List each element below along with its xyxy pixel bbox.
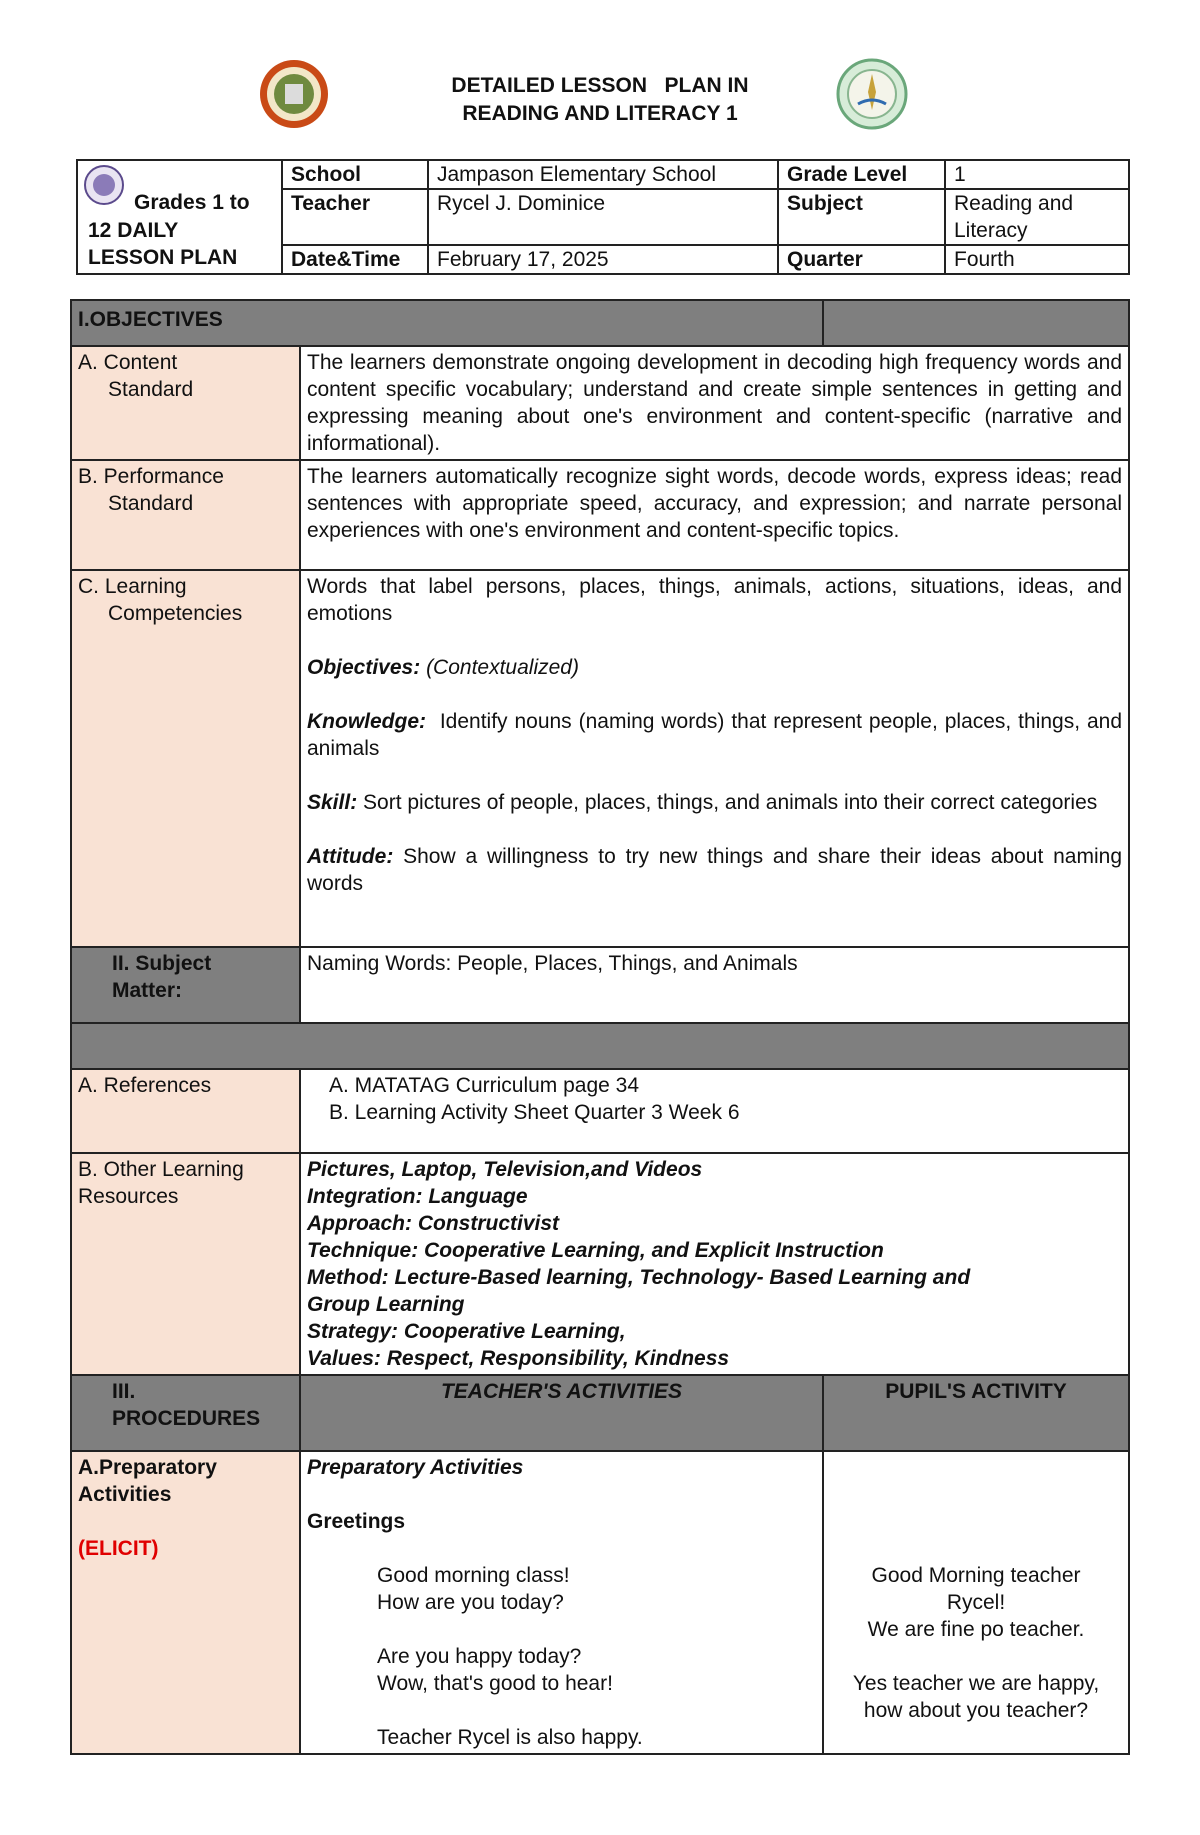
greetings-heading: Greetings	[307, 1510, 406, 1533]
teacher-label: Teacher	[282, 189, 428, 245]
objectives-line	[307, 654, 1122, 681]
teacher-line: Wow, that's good to hear!	[377, 1672, 613, 1695]
other-resources-label-2: Resources	[78, 1185, 179, 1208]
subject-value-line-2: Literacy	[954, 219, 1028, 242]
subject-matter-label-2: Matter:	[112, 979, 183, 1002]
learning-competencies-text	[300, 570, 1129, 947]
reference-item-2: B. Learning Activity Sheet Quarter 3 Week 6	[329, 1101, 740, 1124]
preparatory-label-1: A.Preparatory	[78, 1456, 217, 1479]
subject-matter-label	[71, 947, 300, 1023]
knowledge-label: Knowledge:	[307, 710, 426, 733]
grade-level-value: 1	[945, 160, 1129, 189]
resource-line: Approach: Constructivist	[307, 1212, 560, 1235]
content-standard-label-2: Standard	[108, 378, 194, 401]
performance-standard-label	[71, 460, 300, 570]
learning-competencies-label-2: Competencies	[108, 602, 243, 625]
performance-standard-label-2: Standard	[108, 492, 194, 515]
date-time-value: February 17, 2025	[428, 245, 778, 274]
date-time-label: Date&Time	[282, 245, 428, 274]
teacher-activities-cell	[300, 1451, 823, 1754]
preparatory-activities-label	[71, 1451, 300, 1754]
resource-line: Values: Respect, Responsibility, Kindness	[307, 1347, 730, 1370]
content-standard-label-1: A. Content	[78, 351, 178, 374]
teacher-activities-heading: TEACHER'S ACTIVITIES	[300, 1375, 823, 1451]
label-daily: 12 DAILY	[88, 219, 179, 242]
content-standard-label	[71, 346, 300, 460]
daily-lesson-plan-label	[77, 160, 282, 274]
document-title	[0, 72, 1200, 128]
skill-label: Skill:	[307, 791, 358, 814]
learning-competencies-label	[71, 570, 300, 947]
quarter-value: Fourth	[945, 245, 1129, 274]
deped-seal-icon	[84, 165, 124, 205]
subject-matter-text: Naming Words: People, Places, Things, and Animals	[300, 947, 1129, 1023]
objectives-note: (Contextualized)	[426, 656, 579, 679]
subject-value	[945, 189, 1129, 245]
lesson-info-table	[76, 159, 1130, 275]
pupil-line: how about you teacher?	[863, 1699, 1089, 1722]
competency-text: Words that label persons, places, things, animals, actions, situations, ideas, and emotions	[307, 575, 1123, 625]
quarter-label: Quarter	[778, 245, 945, 274]
resource-line: Method: Lecture-Based learning, Technology- Based Learning and	[307, 1266, 971, 1289]
teacher-value: Rycel J. Dominice	[428, 189, 778, 245]
objectives-heading-blank	[823, 300, 1129, 346]
attitude-text: Show a willingness to try new things and share their ideas about naming words	[307, 845, 1123, 895]
attitude-line	[307, 843, 1122, 897]
learning-competencies-label-1: C. Learning	[78, 575, 187, 598]
attitude-label: Attitude:	[307, 845, 394, 868]
procedures-label-2: PROCEDURES	[112, 1407, 261, 1430]
preparatory-label-2: Activities	[78, 1483, 172, 1506]
performance-standard-label-1: B. Performance	[78, 465, 224, 488]
other-resources-list	[300, 1153, 1129, 1375]
label-lesson-plan: LESSON PLAN	[88, 246, 238, 269]
school-value: Jampason Elementary School	[428, 160, 778, 189]
skill-line	[307, 789, 1122, 816]
grade-level-label: Grade Level	[778, 160, 945, 189]
other-resources-label-1: B. Other Learning	[78, 1158, 244, 1181]
pupil-line: Yes teacher we are happy,	[852, 1672, 1100, 1695]
school-label: School	[282, 160, 428, 189]
knowledge-line	[307, 708, 1128, 762]
elicit-tag: (ELICIT)	[78, 1537, 159, 1560]
subject-matter-label-1: II. Subject	[112, 952, 212, 975]
preparatory-activities-title: Preparatory Activities	[307, 1456, 524, 1479]
resource-line: Pictures, Laptop, Television,and Videos	[307, 1158, 703, 1181]
resource-line: Technique: Cooperative Learning, and Explicit Instruction	[307, 1239, 884, 1262]
resource-line: Strategy: Cooperative Learning,	[307, 1320, 626, 1343]
pupil-line: Rycel!	[946, 1591, 1006, 1614]
lesson-plan-table	[70, 299, 1130, 1755]
resource-line: Integration: Language	[307, 1185, 528, 1208]
pupil-activity-heading: PUPIL'S ACTIVITY	[823, 1375, 1129, 1451]
resource-line: Group Learning	[307, 1293, 465, 1316]
objectives-label: Objectives:	[307, 656, 421, 679]
pupil-activity-cell	[823, 1451, 1129, 1754]
teacher-line: How are you today?	[377, 1591, 564, 1614]
performance-standard-text: The learners automatically recognize sight words, decode words, express ideas; read sentences with appropriate speed, accuracy, and expression; and narrate personal experiences with one's environment and content-specific topics.	[300, 460, 1129, 570]
knowledge-text: Identify nouns (naming words) that represent people, places, things, and animals	[307, 710, 1128, 760]
teacher-line: Good morning class!	[377, 1564, 570, 1587]
references-list	[300, 1069, 1129, 1153]
section-divider	[71, 1023, 1129, 1069]
procedures-label	[71, 1375, 300, 1451]
title-line-1: DETAILED LESSON PLAN IN	[451, 74, 749, 97]
subject-value-line-1: Reading and	[954, 192, 1074, 215]
label-grades: Grades 1 to	[134, 191, 250, 214]
pupil-line: We are fine po teacher.	[867, 1618, 1085, 1641]
title-line-2: READING AND LITERACY 1	[462, 102, 738, 125]
teacher-line: Are you happy today?	[377, 1645, 582, 1668]
content-standard-text: The learners demonstrate ongoing development in decoding high frequency words and content specific vocabulary; understand and create simple sentences in getting and expressing meaning about one's environment and content-specific (narrative and informational).	[300, 346, 1129, 460]
teacher-line: Teacher Rycel is also happy.	[377, 1726, 643, 1749]
procedures-label-1: III.	[112, 1380, 136, 1403]
objectives-heading: I.OBJECTIVES	[71, 300, 823, 346]
reference-item-1: A. MATATAG Curriculum page 34	[329, 1074, 640, 1097]
other-resources-label	[71, 1153, 300, 1375]
references-label: A. References	[71, 1069, 300, 1153]
pupil-line: Good Morning teacher	[871, 1564, 1081, 1587]
subject-label: Subject	[778, 189, 945, 245]
skill-text: Sort pictures of people, places, things, and animals into their correct categories	[357, 791, 1098, 814]
